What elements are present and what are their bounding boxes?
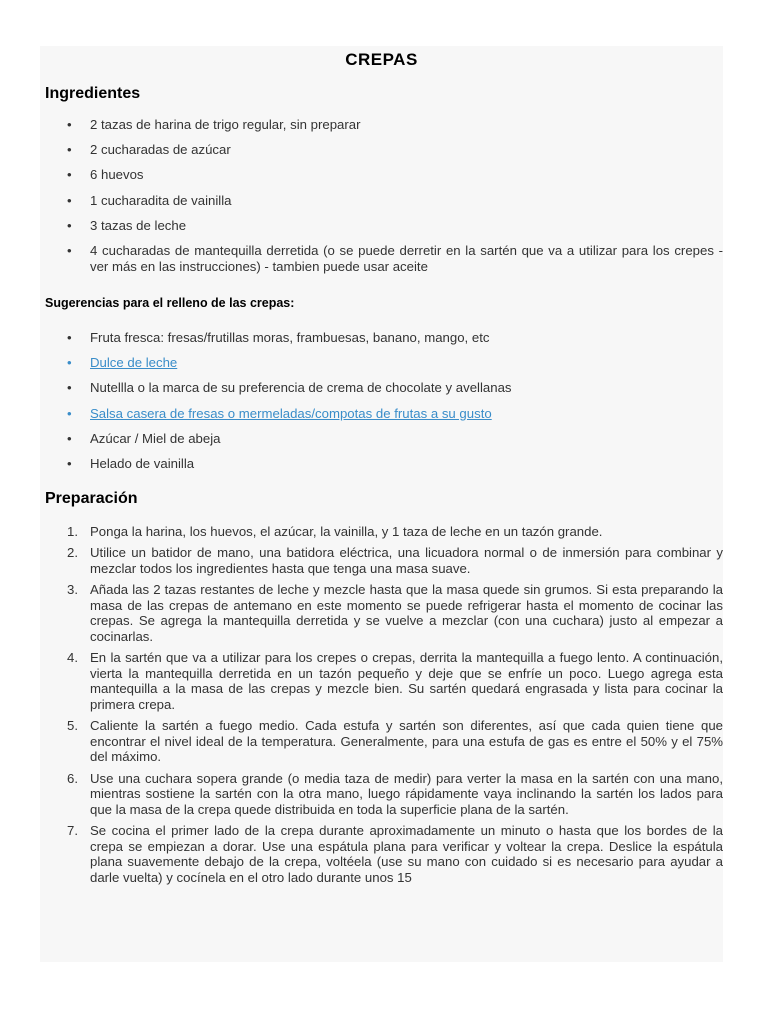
list-item: • 2 cucharadas de azúcar xyxy=(67,142,231,158)
suggestions-heading: Sugerencias para el relleno de las crepas: xyxy=(45,295,295,310)
bullet-icon: • xyxy=(67,242,72,258)
bullet-icon: • xyxy=(67,217,72,233)
bullet-icon: • xyxy=(67,430,72,446)
step-item: 7. Se cocina el primer lado de la crepa durante aproximadamente un minuto o hasta que los bordes de la crepa se empiezan a dorar. Use una espátula plana para verificar y voltear la crepa. Deslice la espátula plana suavemente debajo de la crepa, voltéela (use su mano con cuidado si es necesario para ayudar a darle vuelta) y cocínela en el otro lado durante unos 15 xyxy=(67,823,723,885)
ingredients-list xyxy=(40,117,723,276)
list-item: • 4 cucharadas de mantequilla derretida (o se puede derretir en la sartén que va a utilizar para los crepes - ver más en las instrucciones) - tambien puede usar aceite xyxy=(67,242,723,275)
bullet-icon: • xyxy=(67,117,72,132)
list-item: • Fruta fresca: fresas/frutillas moras, frambuesas, banano, mango, etc xyxy=(67,329,490,345)
dulce-de-leche-link[interactable]: Dulce de leche xyxy=(90,355,178,371)
list-item: • Helado de vainilla xyxy=(67,455,195,471)
bullet-icon: • xyxy=(67,192,72,208)
step-item: 4. En la sartén que va a utilizar para los crepes o crepas, derrita la mantequilla a fuego lento. A continuación, vierta la mantequilla derretida en un tazón pequeño y deje que se enfríe un poco. Luego agrega esta mantequilla a la masa de las crepas y mezcle bien. Su sartén quedará engrasada y lista para cocinar la primera crepa. xyxy=(67,650,723,712)
list-item: • Nutellla o la marca de su preferencia de crema de chocolate y avellanas xyxy=(67,380,512,396)
list-item: • Azúcar / Miel de abeja xyxy=(67,430,221,446)
preparation-steps xyxy=(40,524,723,886)
list-item: • 1 cucharadita de vainilla xyxy=(67,192,232,208)
bullet-icon: • xyxy=(67,142,72,158)
list-item xyxy=(40,406,723,422)
bullet-icon: • xyxy=(67,355,72,371)
page-title: CREPAS xyxy=(345,50,418,69)
step-item: 1. Ponga la harina, los huevos, el azúcar, la vainilla, y 1 taza de leche en un tazón grande. xyxy=(67,523,603,539)
recipe-page xyxy=(40,46,723,962)
suggestions-list xyxy=(40,330,723,472)
list-item: • 2 tazas de harina de trigo regular, sin preparar xyxy=(67,117,361,132)
list-item: • 3 tazas de leche xyxy=(67,217,187,233)
bullet-icon: • xyxy=(67,329,72,345)
step-item: 3. Añada las 2 tazas restantes de leche y mezcle hasta que la masa quede sin grumos. Si esta preparando la masa de las crepas de antemano en este momento se puede refrigerar hasta el momento de cocinar las crepas. Se agrega la mantequilla derretida y se vuelve a mezclar (con una cuchara) justo al empezar a cocinarlas. xyxy=(67,582,723,644)
bullet-icon: • xyxy=(67,167,72,183)
preparation-heading: Preparación xyxy=(45,489,138,507)
list-item xyxy=(40,355,723,371)
bullet-icon: • xyxy=(67,405,72,421)
bullet-icon: • xyxy=(67,455,72,471)
bullet-icon: • xyxy=(67,380,72,396)
step-item: 2. Utilice un batidor de mano, una batidora eléctrica, una licuadora normal o de inmersión para combinar y mezclar todos los ingredientes hasta que tenga una masa suave. xyxy=(67,545,723,576)
step-item: 6. Use una cuchara sopera grande (o media taza de medir) para verter la masa en la sartén con una mano, mientras sostiene la sartén con la otra mano, luego rápidamente vaya inclinando la sartén los lados para que la masa de la crepa quede distribuida en toda la superficie plana de la sartén. xyxy=(67,770,723,817)
list-item: • 6 huevos xyxy=(67,167,144,183)
ingredients-heading: Ingredientes xyxy=(45,85,141,102)
step-item: 5. Caliente la sartén a fuego medio. Cada estufa y sartén son diferentes, así que cada quien tiene que encontrar el nivel ideal de la temperatura. Generalmente, para una estufa de gas es entre el 50% y el 75% del máximo. xyxy=(67,718,723,765)
salsa-casera-link[interactable]: Salsa casera de fresas o mermeladas/compotas de frutas a su gusto xyxy=(90,405,492,421)
